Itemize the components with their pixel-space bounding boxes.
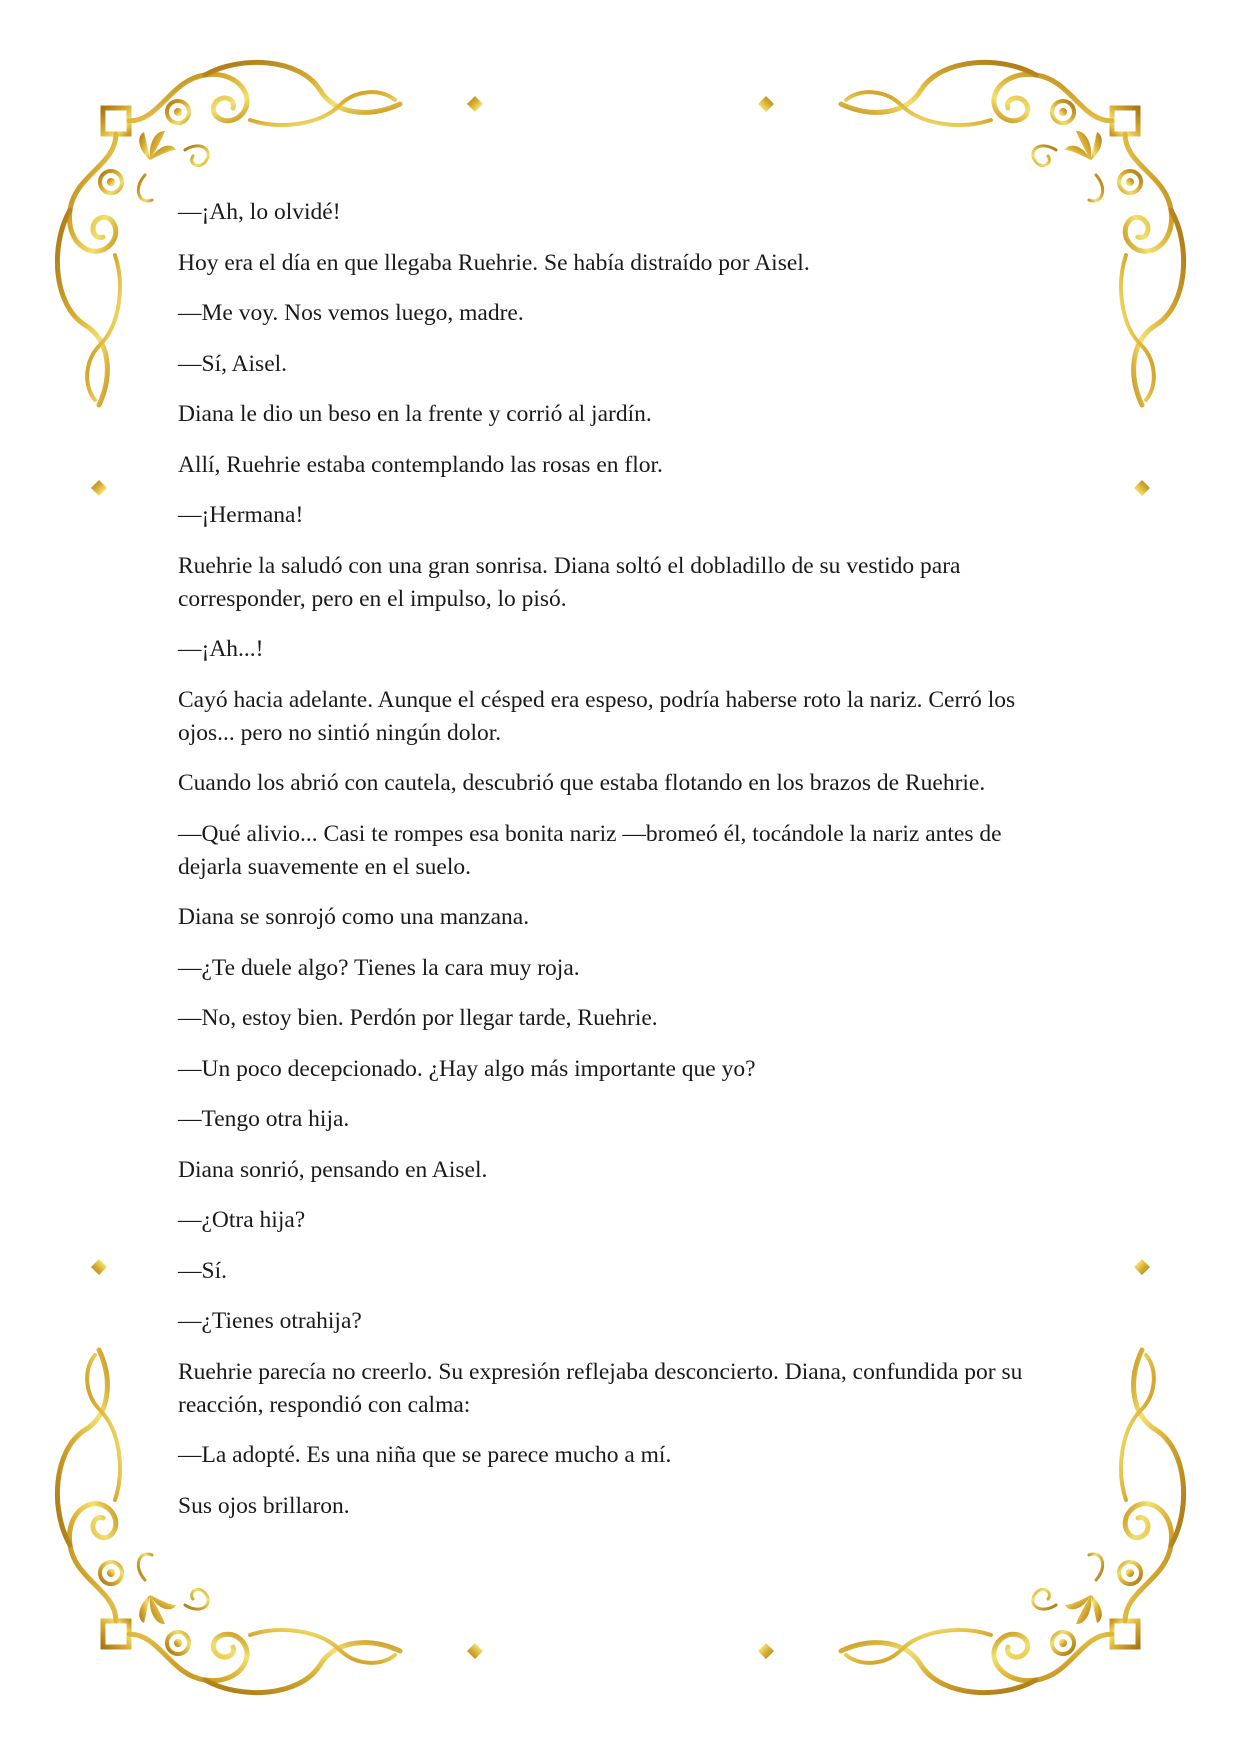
paragraph: Allí, Ruehrie estaba contemplando las rosas en flor. [178, 451, 663, 478]
paragraph: Ruehrie parecía no creerlo. Su expresión reflejaba desconcierto. Diana, confundida por su reacción, respondió con calma: [178, 1358, 1023, 1418]
paragraph: Diana le dio un beso en la frente y corrió al jardín. [178, 401, 652, 427]
paragraph: Ruehrie la saludó con una gran sonrisa. Diana soltó el dobladillo de su vestido para corresponder, pero en el impulso, lo pisó. [178, 552, 961, 612]
paragraph: —¡Hermana! [178, 502, 304, 528]
paragraph: —¿Te duele algo? Tienes la cara muy roja. [178, 954, 580, 981]
paragraph: Hoy era el día en que llegaba Ruehrie. Se había distraído por Aisel. [178, 249, 810, 276]
paragraph: —Sí. [178, 1257, 227, 1284]
paragraph: Diana se sonrojó como una manzana. [178, 904, 530, 930]
story-text [178, 196, 1058, 1540]
paragraph: Cuando los abrió con cautela, descubrió que estaba flotando en los brazos de Ruehrie. [178, 770, 986, 796]
paragraph: —Un poco decepcionado. ¿Hay algo más importante que yo? [178, 1055, 756, 1082]
paragraph: —¿Tienes otrahija? [178, 1308, 362, 1334]
paragraph: Sus ojos brillaron. [178, 1492, 350, 1519]
paragraph: —No, estoy bien. Perdón por llegar tarde, Ruehrie. [178, 1005, 658, 1031]
paragraph: Diana sonrió, pensando en Aisel. [178, 1156, 488, 1183]
paragraph: —La adopté. Es una niña que se parece mucho a mí. [178, 1442, 672, 1468]
paragraph: —Tengo otra hija. [178, 1106, 350, 1132]
paragraph: —Me voy. Nos vemos luego, madre. [178, 300, 524, 326]
paragraph: —Sí, Aisel. [178, 350, 288, 377]
paragraph: —¿Otra hija? [178, 1207, 306, 1233]
paragraph: —¡Ah, lo olvidé! [178, 199, 341, 225]
paragraph: Cayó hacia adelante. Aunque el césped era espeso, podría haberse roto la nariz. Cerró los ojos... pero no sintió ningún dolor. [178, 686, 1016, 746]
paragraph: —¡Ah...! [178, 636, 264, 662]
paragraph: —Qué alivio... Casi te rompes esa bonita nariz —bromeó él, tocándole la nariz antes de dejarla suavemente en el suelo. [178, 820, 1002, 880]
